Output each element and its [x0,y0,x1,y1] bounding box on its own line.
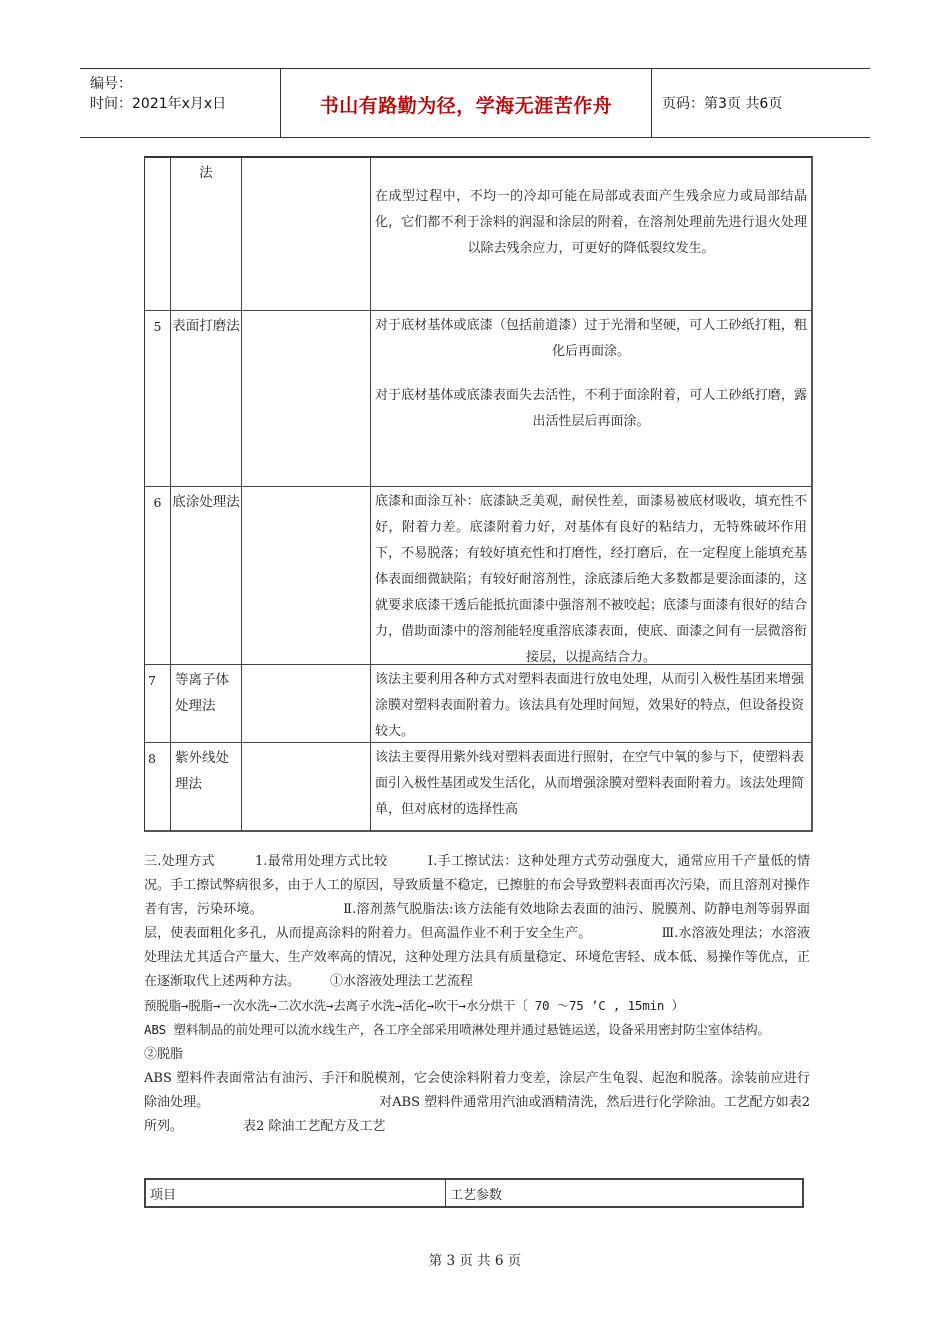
aqueous-solution-text: Ⅲ.水溶液处理法；水溶液处理法尤其适合产量大、生产效率高的情况，这种处理方法具有质量稳定、环境危害轻、成本低、易操作等优点，正在逐渐取代上述两种方法。 [144,926,810,989]
degreasing-table [144,1178,804,1208]
degrease-heading: ②脱脂 [144,1047,184,1062]
row-number: 6 [145,487,171,665]
blank-cell [242,665,371,743]
treatment-method-table [144,156,813,832]
body-text [144,850,810,1139]
solvent-vapor-text: Ⅱ.溶剂蒸气脱脂法:该方法能有效地除去表面的油污、脱膜剂、防静电剂等弱界面层，使表面粗化多孔，从而提高涂料的附着力。但高温作业不利于安全生产。 [144,902,810,941]
method-name: 法 [171,158,242,310]
section-heading: 三.处理方式 [144,854,215,869]
cleaning-text: 对ABS 塑料件通常用汽油或酒精清洗，然后进行化学除油。工艺配方如表2 所列。 [144,1095,810,1134]
document-number-label: 编号： [90,76,132,92]
description-paragraph: 该法主要利用各种方式对塑料表面进行放电处理，从而引入极性基团来增强涂膜对塑料表面附着力。该法具有处理时间短，效果好的特点，但设备投资较大。 [375,672,805,739]
page-header [80,68,870,138]
header-motto: 书山有路勤为径，学海无涯苦作舟 [319,95,613,117]
document-time-label: 时间：2021年x月x日 [90,96,227,112]
description-paragraph: 该法主要得用紫外线对塑料表面进行照射，在空气中氧的参与下，使塑料表面引入极性基团或发生活化，从而增强涂膜对塑料表面附着力。该法处理简单，但对底材的选择性高 [375,750,805,817]
header-page-cell [652,69,870,137]
table-row [145,486,811,665]
row-number: 5 [145,311,171,487]
method-description [371,743,811,831]
table-header-cell: 项目 [146,1180,446,1206]
blank-cell [242,158,371,310]
manual-wipe-text: Ⅰ.手工擦试法：这种处理方式劳动强度大，通常应用千产量低的情况。手工擦试弊病很多，由于人工的原因，导致质量不稳定，已擦脏的布会导致塑料表面再次污染，而且溶剂对操作者有害，污染环境。 [144,854,810,917]
processing-methods-paragraph [144,850,810,994]
row-number: 8 [145,743,171,831]
row-number [145,158,171,310]
description-paragraph: 对于底材基体或底漆表面失去活性，不利于面涂附着，可人工砂纸打磨，露出活性层后再面涂。 [375,388,807,429]
degreasing-paragraph [144,1067,810,1139]
degreasing-text: ABS 塑料件表面常沾有油污、手汗和脱模剂，它会使涂料附着力变差，涂层产生龟裂、起泡和脱落。涂装前应进行除油处理。 [144,1071,810,1110]
process-flow-heading: ①水溶液处理法工艺流程 [330,974,474,989]
blank-cell [242,487,371,665]
table-row [145,310,811,487]
method-name: 底涂处理法 [171,487,242,665]
method-name: 表面打磨法 [171,311,242,487]
process-flow-line: 预脱脂→脱脂→一次水洗→二次水洗→去离子水洗→活化→吹干→水分烘干〔 70 ～75 ’C , 15min ） [144,998,684,1013]
header-page-number: 页码：第3页 共6页 [662,96,783,112]
header-motto-cell [281,69,652,137]
table2-caption: 表2 除油工艺配方及工艺 [243,1119,386,1134]
blank-cell [242,743,371,831]
method-name: 紫外线处理法 [171,743,242,831]
method-description [371,311,811,487]
table-header-cell: 工艺参数 [450,1188,503,1203]
blank-cell [242,311,371,487]
description-paragraph: 对于底材基体或底漆（包括前道漆）过于光滑和坚硬，可人工砂纸打粗，粗化后再面涂。 [375,318,807,359]
row-number: 7 [145,665,171,743]
table-row [145,664,811,743]
method-description [371,487,811,665]
table-row [145,742,811,831]
abs-pretreatment-paragraph [144,1018,810,1067]
description-paragraph: 底漆和面涂互补：底漆缺乏美观，耐侯性差，面漆易被底材吸收，填充性不好，附着力差。底漆附着力好，对基体有良好的粘结力，无特殊破坏作用下，不易脱落；有较好填充性和打磨性，经打磨后，在一定程度上能填充基体表面细微缺陷；有较好耐溶剂性，涂底漆后绝大多数都是要涂面漆的，这就要求底漆干透后能抵抗面漆中强溶剂不被咬起；底漆与面漆有很好的结合力，借助面漆中的溶剂能轻度重溶底漆表面，使底、面漆之间有一层微溶衔接层，以提高结合力。 [375,494,807,665]
page-footer: 第 3 页 共 6 页 [428,1253,522,1269]
subsection-heading: 1.最常用处理方式比较 [254,854,388,869]
table-row [145,158,811,310]
method-description [371,665,811,743]
method-name: 等离子体处理法 [171,665,242,743]
method-description [371,158,811,310]
abs-pretreatment-text: ABS 塑料制品的前处理可以流水线生产，各工序全部采用喷淋处理并通过悬链运送，设备采用密封防尘室体结构。 [144,1022,770,1037]
description-paragraph: 在成型过程中，不均一的冷却可能在局部或表面产生残余应力或局部结晶化，它们都不利于涂料的润湿和涂层的附着，在溶剂处理前先进行退火处理以除去残余应力，可更好的降低裂纹发生。 [375,189,807,256]
header-info-cell [80,69,281,137]
